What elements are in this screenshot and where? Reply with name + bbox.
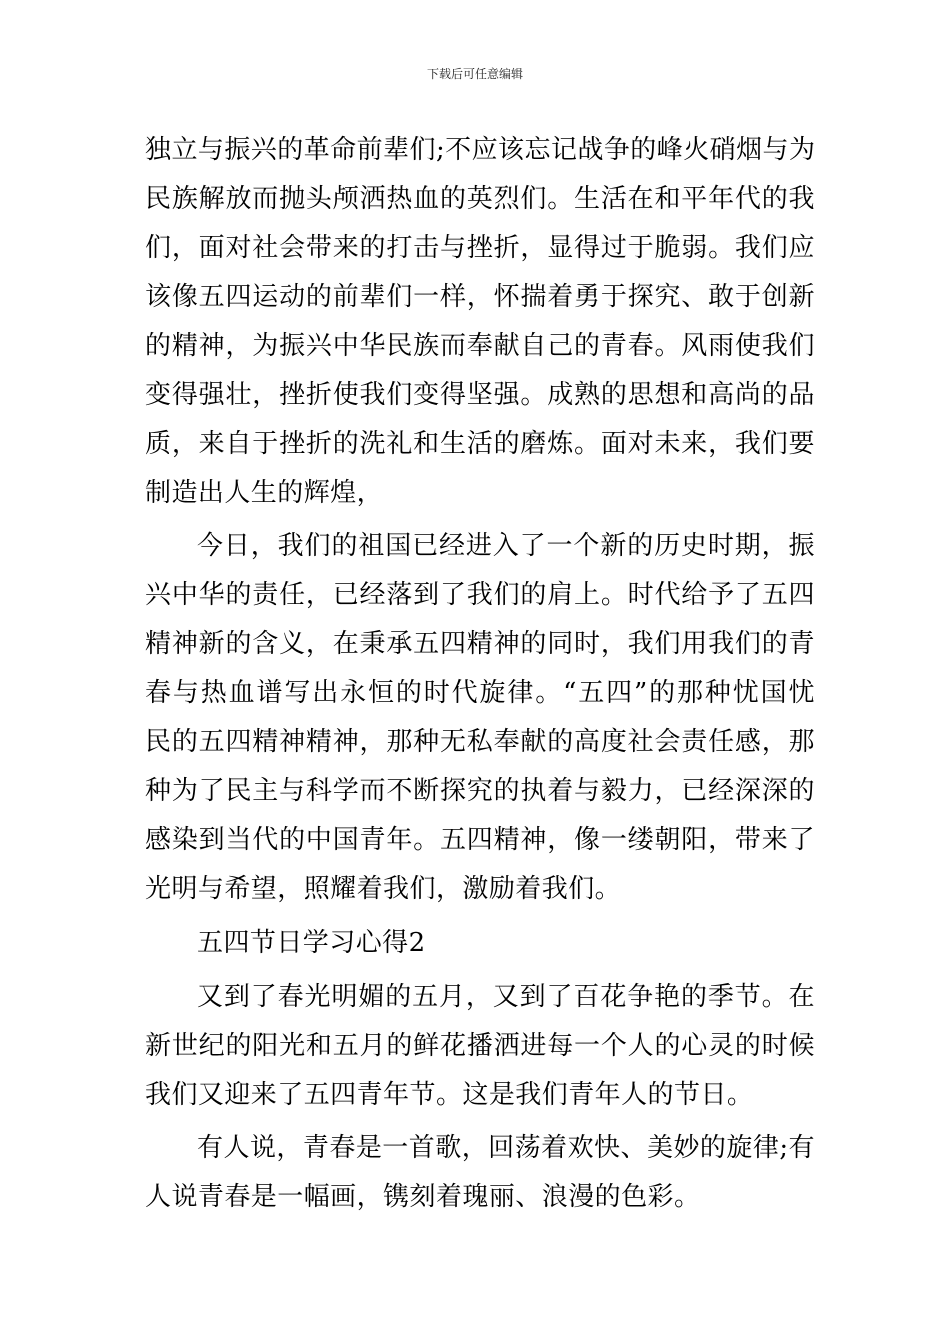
text-line-19: 我们又迎来了五四青年节。这是我们青年人的节日。 bbox=[145, 1080, 754, 1110]
text-line-11: 精神新的含义，在秉承五四精神的同时，我们用我们的青 bbox=[145, 629, 815, 659]
text-line-7: 质，来自于挫折的洗礼和生活的磨炼。面对未来，我们要 bbox=[145, 429, 815, 459]
text-line-15: 感染到当代的中国青年。五四精神，像一缕朝阳，带来了 bbox=[145, 825, 815, 855]
text-line-12: 春与热血谱写出永恒的时代旋律。“五四”的那种忧国忧 bbox=[145, 678, 815, 708]
text-line-6: 变得强壮，挫折使我们变得坚强。成熟的思想和高尚的品 bbox=[145, 380, 815, 410]
text-line-13: 民的五四精神精神，那种无私奉献的高度社会责任感，那 bbox=[145, 727, 815, 757]
text-line-21: 人说青春是一幅画，镌刻着瑰丽、浪漫的色彩。 bbox=[145, 1182, 701, 1212]
section-heading: 五四节日学习心得2 bbox=[197, 928, 426, 958]
text-line-14: 种为了民主与科学而不断探究的执着与毅力，已经深深的 bbox=[145, 776, 815, 806]
text-line-20: 有人说，青春是一首歌，回荡着欢快、美妙的旋律;有 bbox=[197, 1133, 815, 1163]
text-line-2: 民族解放而抛头颅洒热血的英烈们。生活在和平年代的我 bbox=[145, 184, 815, 214]
text-line-16: 光明与希望，照耀着我们，激励着我们。 bbox=[145, 874, 622, 904]
text-line-4: 该像五四运动的前辈们一样，怀揣着勇于探究、敢于创新 bbox=[145, 282, 815, 312]
text-line-17: 又到了春光明媚的五月，又到了百花争艳的季节。在 bbox=[197, 982, 815, 1012]
text-line-10: 兴中华的责任，已经落到了我们的肩上。时代给予了五四 bbox=[145, 580, 815, 610]
text-line-9: 今日，我们的祖国已经进入了一个新的历史时期，振 bbox=[197, 531, 815, 561]
text-line-8: 制造出人生的辉煌， bbox=[145, 478, 384, 508]
text-line-1: 独立与振兴的革命前辈们;不应该忘记战争的峰火硝烟与为 bbox=[145, 135, 815, 165]
text-line-5: 的精神，为振兴中华民族而奉献自己的青春。风雨使我们 bbox=[145, 331, 815, 361]
page-header: 下载后可任意编辑 bbox=[426, 67, 523, 81]
text-line-3: 们，面对社会带来的打击与挫折，显得过于脆弱。我们应 bbox=[145, 233, 815, 263]
text-line-18: 新世纪的阳光和五月的鲜花播洒进每一个人的心灵的时候 bbox=[145, 1031, 815, 1061]
